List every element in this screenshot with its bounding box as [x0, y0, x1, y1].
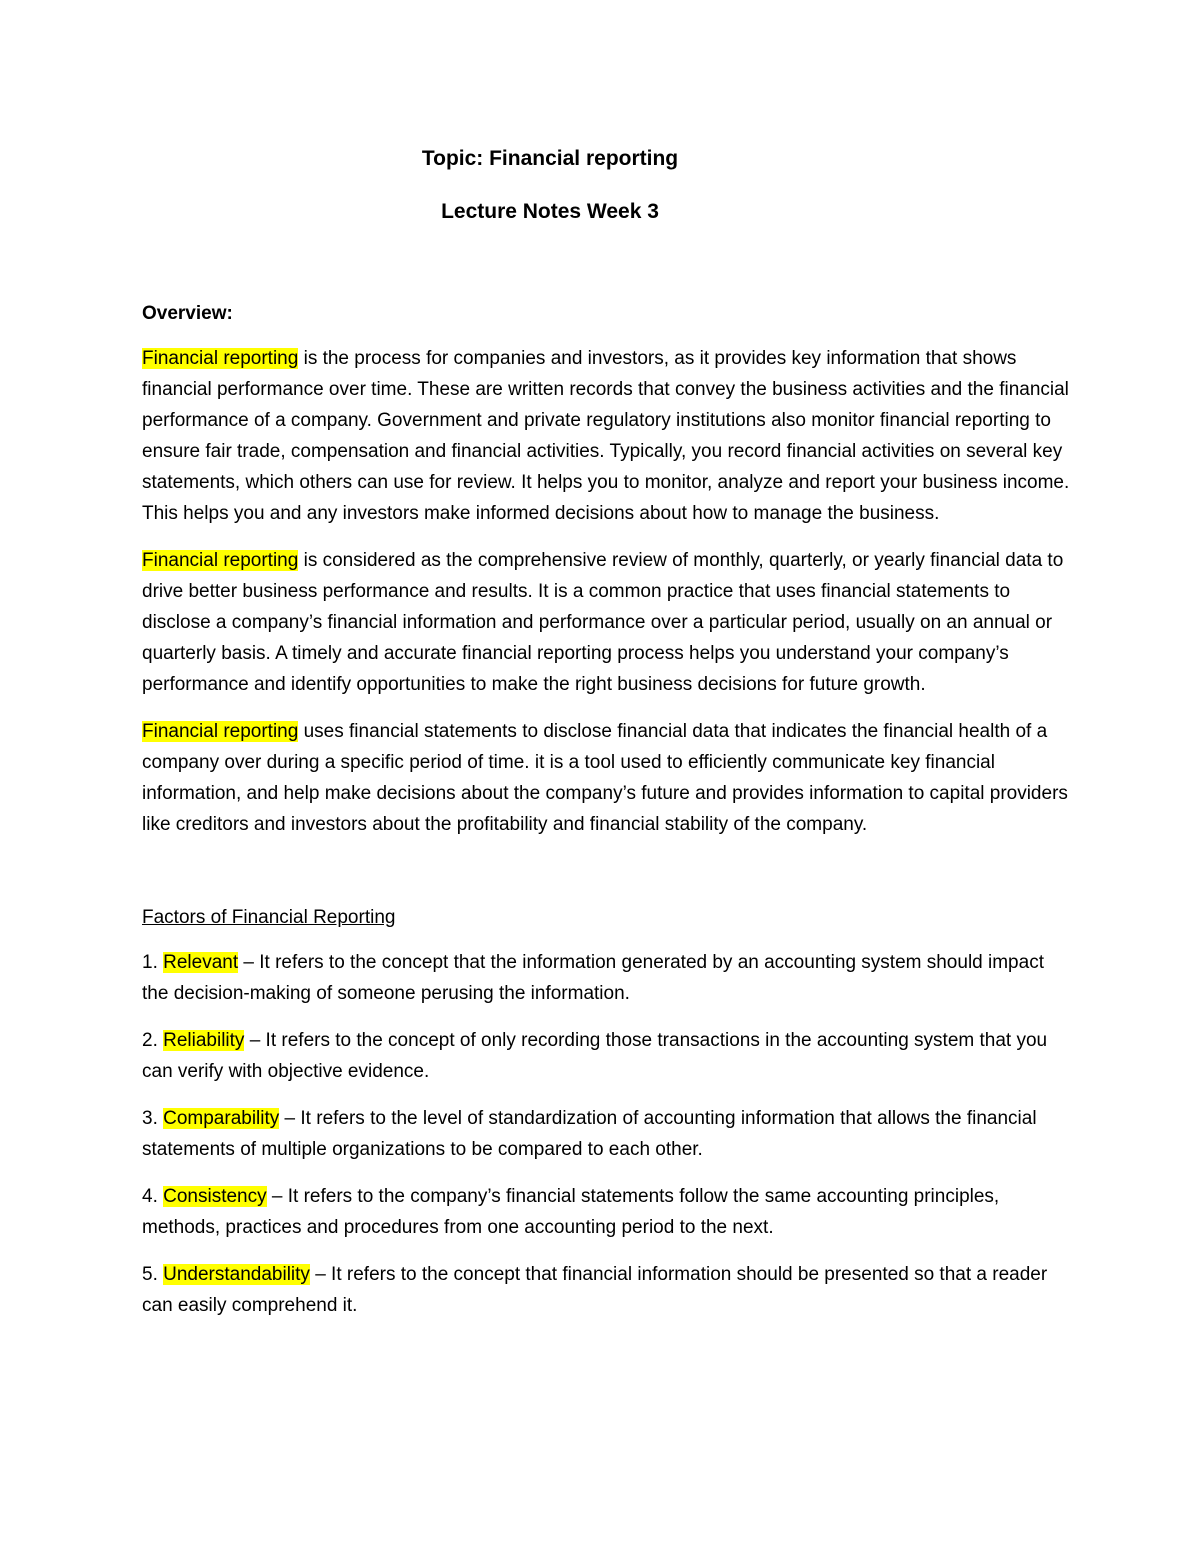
paragraph-text: is considered as the comprehensive review of monthly, quarterly, or yearly financial data to drive better business performance and results. It is a common practice that uses financial statements to disclose a company’s financial information and performance over a particular period, usually on an annual or quarterly basis. A timely and accurate financial reporting process helps you understand your company’s performance and identify opportunities to make the right business decisions for future growth. [142, 550, 1064, 695]
overview-paragraph-2 [142, 545, 1072, 700]
factor-description: – It refers to the company’s financial statements follow the same accounting principles, methods, practices and procedures from one accounting period to the next. [142, 1186, 1000, 1238]
factor-description: – It refers to the level of standardization of accounting information that allows the financial statements of multiple organizations to be compared to each other. [142, 1108, 1037, 1160]
factor-term: Consistency [163, 1186, 267, 1207]
factor-item-comparability [142, 1103, 1072, 1165]
highlighted-term: Financial reporting [142, 721, 299, 742]
factor-term: Reliability [163, 1030, 245, 1051]
factor-term: Relevant [163, 952, 239, 973]
overview-heading: Overview: [142, 303, 233, 324]
factor-number: 4. [142, 1186, 164, 1207]
factor-number: 3. [142, 1108, 164, 1129]
paragraph-text: is the process for companies and investors, as it provides key information that shows financial performance over time. These are written records that convey the business activities and the financial performance of a company. Government and private regulatory institutions also monitor financial reporting to ensure fair trade, compensation and financial activities. Typically, you record financial activities on several key statements, which others can use for review. It helps you to monitor, analyze and report your business income. This helps you and any investors make informed decisions about how to manage the business. [142, 348, 1070, 524]
factor-item-relevant [142, 947, 1072, 1009]
overview-paragraph-1 [142, 343, 1072, 529]
factor-item-understandability [142, 1259, 1072, 1321]
factor-number: 5. [142, 1264, 164, 1285]
factor-description: – It refers to the concept of only recording those transactions in the accounting system that you can verify with objective evidence. [142, 1030, 1048, 1082]
topic-title: Topic: Financial reporting [421, 147, 679, 170]
paragraph-text: uses financial statements to disclose financial data that indicates the financial health of a company over during a specific period of time. it is a tool used to efficiently communicate key financial information, and help make decisions about the company’s future and provides information to capital providers like creditors and investors about the profitability and financial stability of the company. [142, 721, 1068, 835]
section-spacer [142, 856, 1072, 902]
factor-description: – It refers to the concept that the information generated by an accounting system should impact the decision-making of someone perusing the information. [142, 952, 1044, 1004]
factor-description: – It refers to the concept that financial information should be presented so that a reader can easily comprehend it. [142, 1264, 1048, 1316]
factor-number: 1. [142, 952, 164, 973]
lecture-subtitle: Lecture Notes Week 3 [441, 200, 659, 223]
factor-number: 2. [142, 1030, 164, 1051]
factor-term: Comparability [163, 1108, 280, 1129]
highlighted-term: Financial reporting [142, 348, 299, 369]
document-body [142, 298, 1072, 1337]
factor-item-consistency [142, 1181, 1072, 1243]
highlighted-term: Financial reporting [142, 550, 299, 571]
factor-term: Understandability [163, 1264, 310, 1285]
factor-item-reliability [142, 1025, 1072, 1087]
overview-paragraph-3 [142, 716, 1072, 840]
factors-heading: Factors of Financial Reporting [142, 907, 396, 928]
